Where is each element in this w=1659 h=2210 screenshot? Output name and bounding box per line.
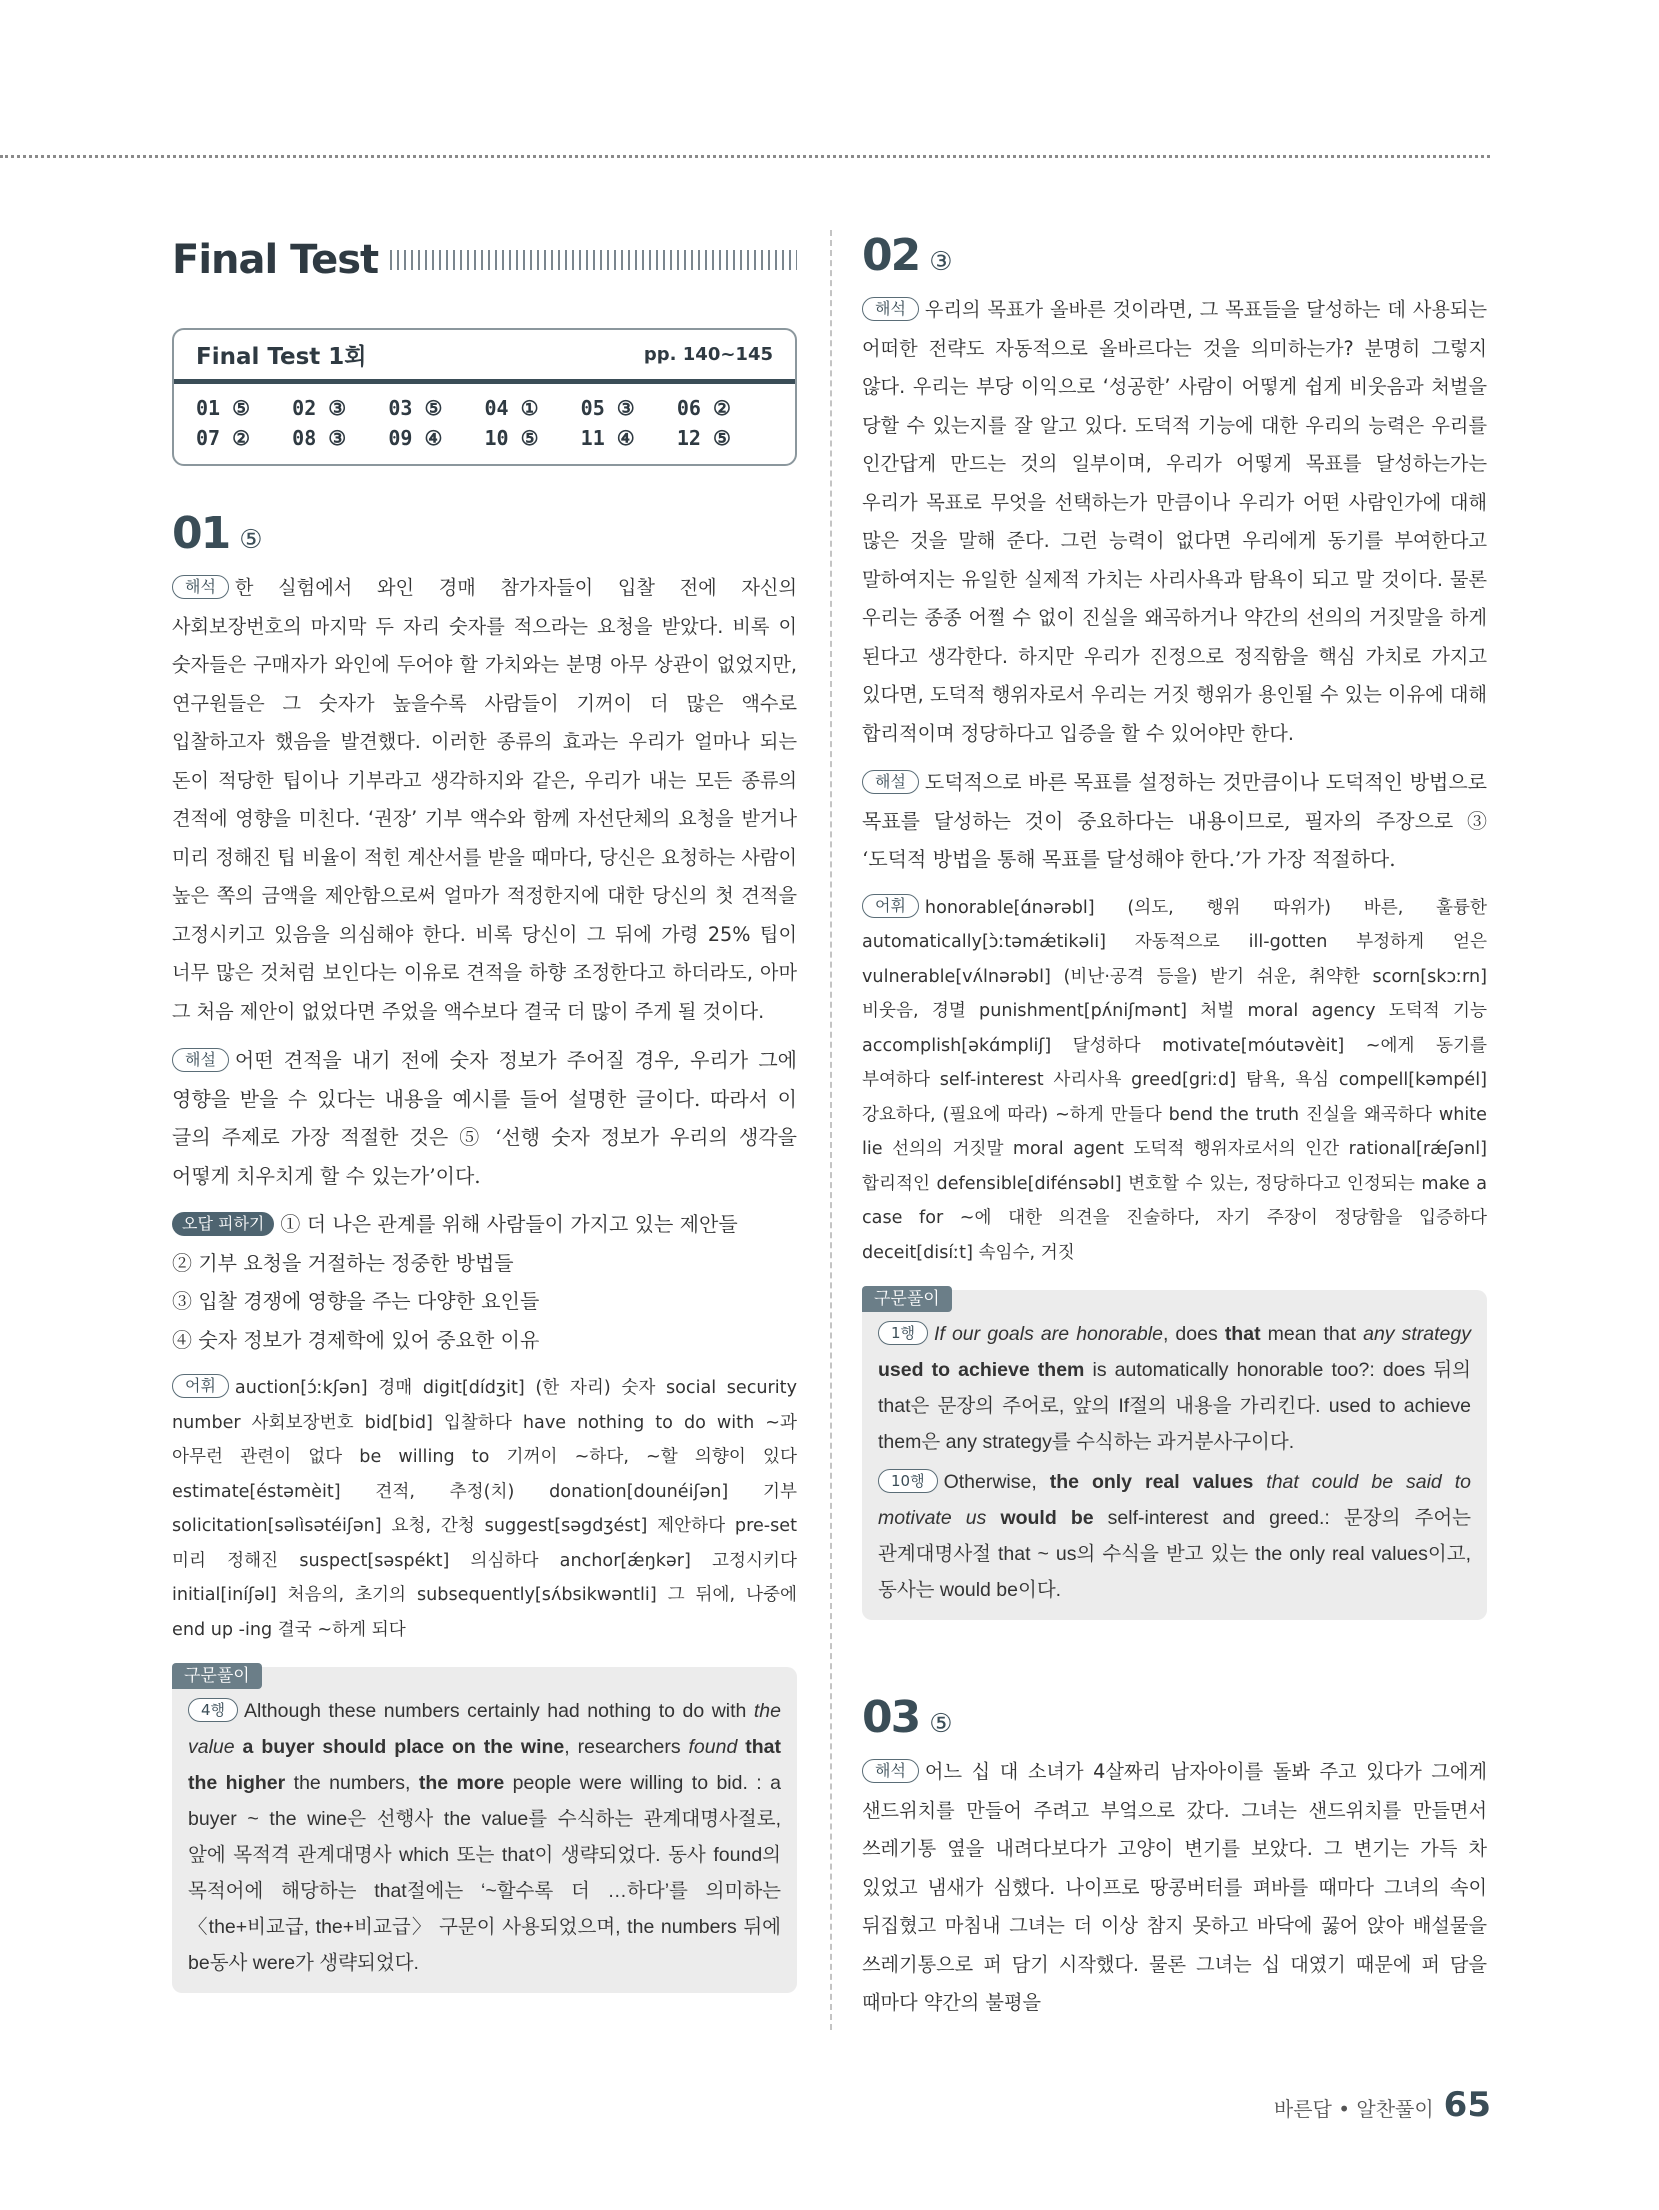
q02-explanation-text: 도덕적으로 바른 목표를 설정하는 것만큼이나 도덕적인 방법으로 목표를 달성하는 것이 중요하다는 내용이므로, 필자의 주장으로 ③ ‘도덕적 방법을 통해 목표를 달성해야 한다.’가 가장 적절하다. [862, 770, 1487, 871]
q02-number: 02 [862, 230, 920, 281]
answer-cell: 06 ② [676, 396, 731, 420]
q01-explanation [172, 1041, 797, 1195]
page-footer [1274, 2085, 1491, 2125]
q02-heading [862, 230, 1487, 281]
translation-tag: 해석 [862, 1759, 919, 1783]
answer-cell: 08 ③ [292, 426, 347, 450]
grammar-fragment: would be [986, 1507, 1094, 1529]
q02-vocabulary [862, 891, 1487, 1271]
q02-answer: ③ [929, 247, 953, 277]
q02-grammar-text-2 [878, 1464, 1471, 1608]
q03-translation [862, 1753, 1487, 2023]
q01-number: 01 [172, 508, 230, 559]
grammar-fragment: , researchers [564, 1736, 689, 1758]
grammar-fragment: people were willing to bid. : a buyer ~ the wine은 선행사 the value를 수식하는 관계대명사절로, 앞에 목적격 관계대명사 which 또는 that이 생략되었다. 동사 found의 목적어에 해당하는 that절에는 ‘~할수록 더 …하다’를 의미하는 〈the+비교급, the+비교급〉 구문이 사용되었으며, the numbers 뒤에 be동사 were가 생략되었다. [188, 1772, 781, 1974]
grammar-fragment: is automatically honorable too?: does 뒤의 that은 문장의 주어로, 앞의 If절의 내용을 가리킨다. used to achieve them은 any strategy를 수식하는 과거분사구이다. [878, 1359, 1471, 1453]
answer-cell: 11 ④ [580, 426, 635, 450]
answer-box [172, 328, 797, 466]
q03-heading [862, 1692, 1487, 1743]
explanation-tag: 해설 [172, 1048, 229, 1072]
answer-grid [174, 384, 795, 464]
answer-cell: 02 ③ [292, 396, 347, 420]
wrong-answer-item: ③ 입찰 경쟁에 영향을 주는 다양한 요인들 [172, 1289, 540, 1313]
grammar-fragment: the only real values [1049, 1471, 1254, 1493]
q01-explanation-text: 어떤 견적을 내기 전에 숫자 정보가 주어질 경우, 우리가 그에 영향을 받을 수 있다는 내용을 예시를 들어 설명한 글이다. 따라서 이 글의 주제로 가장 적절한 것은 ⑤ ‘선행 숫자 정보가 우리의 생각을 어떻게 치우치게 할 수 있는가’이다. [172, 1048, 797, 1188]
vocabulary-tag: 어휘 [862, 894, 919, 918]
line-number-tag: 4행 [188, 1698, 238, 1722]
q03-number: 03 [862, 1692, 920, 1743]
wrong-answer-item: ② 기부 요청을 거절하는 정중한 방법들 [172, 1250, 514, 1275]
q01-translation-text: 한 실험에서 와인 경매 참가자들이 입찰 전에 자신의 사회보장번호의 마지막 두 자리 숫자를 적으라는 요청을 받았다. 비록 이 숫자들은 구매자가 와인에 두어야 할 가치와는 분명 아무 상관이 없었지만, 연구원들은 그 숫자가 높을수록 사람들이 기꺼이 더 많은 액수로 입찰하고자 했음을 발견했다. 이러한 종류의 효과는 우리가 얼마나 되는 돈이 적당한 팁이나 기부라고 생각하지와 같은, 우리가 내는 모든 종류의 견적에 영향을 미친다. ‘권장’ 기부 액수와 함께 자선단체의 요청을 받거나 미리 정해진 팁 비율이 적힌 계산서를 받을 때마다, 당신은 요청하는 사람이 높은 쪽의 금액을 제안함으로써 얼마가 적정한지에 대한 당신의 첫 견적을 고정시키고 있음을 의심해야 한다. 비록 당신이 그 뒤에 가령 25% 팁이 너무 많은 것처럼 보인다는 이유로 견적을 하향 조정한다고 하더라도, 아마 그 처음 제안이 없었다면 주었을 액수보다 결국 더 많이 주게 될 것이다. [172, 576, 797, 1023]
answer-cell: 07 ② [196, 426, 251, 450]
q01-answer: ⑤ [239, 525, 263, 555]
vocabulary-tag: 어휘 [172, 1374, 229, 1398]
page-number: 65 [1443, 2085, 1491, 2125]
grammar-fragment: Although these numbers certainly had nothing to do with [244, 1700, 754, 1722]
wrong-answer-item: ④ 숫자 정보가 경제학에 있어 중요한 이유 [172, 1327, 540, 1352]
q03-translation-text: 어느 십 대 소녀가 4살짜리 남자아이를 돌봐 주고 있다가 그에게 샌드위치를 만들어 주려고 부엌으로 갔다. 그녀는 샌드위치를 만들면서 쓰레기통 옆을 내려다보다가 고양이 변기를 보았다. 그 변기는 가득 차 있었고 냄새가 심했다. 나이프로 땅콩버터를 펴바를 때마다 그녀의 속이 뒤집혔고 마침내 그녀는 더 이상 참지 못하고 바닥에 꿇어 앉아 배설물을 쓰레기통으로 퍼 담기 시작했다. 물론 그녀는 십 대였기 때문에 퍼 담을 때마다 약간의 불평을 [862, 1760, 1487, 2014]
grammar-fragment: that [1224, 1323, 1261, 1345]
title-stripes [390, 250, 797, 270]
q02-translation [862, 291, 1487, 753]
wrong-answer-item: ① 더 나은 관계를 위해 사람들이 가지고 있는 제안들 [280, 1212, 738, 1236]
answer-cell: 03 ⑤ [388, 396, 443, 420]
grammar-label: 구문풀이 [862, 1286, 952, 1312]
top-dotted-rule [0, 155, 1490, 158]
q02-vocabulary-text: honorable[ɑ́nərəbl] (의도, 행위 따위가) 바른, 훌륭한 automatically[ɔ̀ːtəmǽtikəli] 자동적으로 ill-gotten 부정하게 얻은 vulnerable[vʌ́lnərəbl] (비난·공격 등을) 받기 쉬운, 취약한 scorn[skɔːrn] 비웃음, 경멸 punishment[pʌ́niʃmənt] 처벌 moral agency 도덕적 기능 accomplish[əkɑ́mpliʃ] 달성하다 motivate[móutəvèit] ~에게 동기를 부여하다 self-interest 사리사욕 greed[griːd] 탐욕, 욕심 compell[kəmpél] 강요하다, (필요에 따라) ~하게 만들다 bend the truth 진실을 왜곡하다 white lie 선의의 거짓말 moral agent 도덕적 행위자로서의 인간 rational[rǽʃənl] 합리적인 defensible[difénsəbl] 변호할 수 있는, 정당하다고 인정되는 make a case for ~에 대한 의견을 진술하다, 자기 주장이 정당함을 입증하다 deceit[disíːt] 속임수, 거짓 [862, 897, 1487, 1263]
left-column [172, 230, 797, 1993]
answer-cell: 05 ③ [580, 396, 635, 420]
grammar-fragment: the more [418, 1772, 505, 1794]
q02-grammar-text-1 [878, 1316, 1471, 1460]
grammar-fragment: used to achieve them [878, 1359, 1085, 1381]
grammar-fragment: that the higher [188, 1736, 781, 1794]
answer-cell: 01 ⑤ [196, 396, 251, 420]
right-column [862, 230, 1487, 2023]
grammar-fragment: mean that [1260, 1323, 1364, 1345]
q01-grammar-text [188, 1693, 781, 1981]
answer-box-title: Final Test 1회 [196, 344, 367, 370]
footer-label: 바른답 • 알찬풀이 [1273, 2097, 1434, 2121]
q01-translation [172, 569, 797, 1031]
section-title [172, 230, 797, 290]
q02-translation-text: 우리의 목표가 올바른 것이라면, 그 목표들을 달성하는 데 사용되는 어떠한 전략도 자동적으로 올바르다는 것을 의미하는가? 분명히 그렇지 않다. 우리는 부당 이익으로 ‘성공한’ 사람이 어떻게 쉽게 비웃음과 처벌을 당할 수 있는지를 잘 알고 있다. 도덕적 기능에 대한 우리의 능력은 우리를 인간답게 만드는 것의 일부이며, 우리가 어떻게 목표를 달성하는가는 우리가 목표로 무엇을 선택하는가 만큼이나 우리가 어떤 사람인가에 대해 많은 것을 말해 준다. 그런 능력이 없다면 우리에게 동기를 부여한다고 말하여지는 유일한 실제적 가치는 사리사욕과 탐욕이 되고 말 것이다. 물론 우리는 종종 어쩔 수 없이 진실을 왜곡하거나 약간의 선의의 거짓말을 하게 된다고 생각한다. 하지만 우리가 진정으로 정직함을 핵심 가치로 가지고 있다면, 도덕적 행위자로서 우리는 거짓 행위가 용인될 수 있는 이유에 대해 합리적이며 정당하다고 입증을 할 수 있어야만 한다. [862, 298, 1487, 745]
answer-cell: 04 ① [484, 396, 539, 420]
q02-explanation [862, 763, 1487, 879]
wrong-answers-tag: 오답 피하기 [172, 1212, 274, 1236]
q01-grammar-box [172, 1667, 797, 1993]
grammar-fragment: any strategy [1363, 1323, 1471, 1345]
explanation-tag: 해설 [862, 770, 919, 794]
q01-vocabulary [172, 1371, 797, 1647]
translation-tag: 해석 [172, 575, 229, 599]
q03-answer: ⑤ [929, 1709, 953, 1739]
q01-wrong-answers [172, 1205, 797, 1359]
grammar-fragment: the value [188, 1700, 781, 1758]
grammar-fragment: self-interest and greed.: 문장의 주어는 관계대명사절 that ~ us의 수식을 받고 있는 the only real values이고, 동사는 would be이다. [878, 1507, 1471, 1601]
answer-box-pages: pp. 140~145 [643, 344, 773, 365]
line-number-tag: 1행 [878, 1321, 928, 1345]
grammar-fragment: Otherwise, [943, 1471, 1050, 1493]
grammar-fragment: a buyer should place on the wine [234, 1736, 565, 1758]
line-number-tag: 10행 [878, 1469, 938, 1493]
grammar-fragment: the numbers, [285, 1772, 419, 1794]
grammar-fragment: found [688, 1736, 738, 1758]
answer-cell: 10 ⑤ [484, 426, 539, 450]
translation-tag: 해석 [862, 297, 919, 321]
q02-grammar-box [862, 1290, 1487, 1620]
grammar-fragment: If our goals are honorable [934, 1323, 1163, 1345]
answer-cell: 12 ⑤ [676, 426, 731, 450]
page-title: Final Test [172, 237, 379, 283]
grammar-fragment: that could be said to motivate us [878, 1471, 1471, 1529]
grammar-fragment: , does [1162, 1323, 1225, 1345]
answer-cell: 09 ④ [388, 426, 443, 450]
q01-vocabulary-text: auction[ɔ́ːkʃən] 경매 digit[dídʒit] (한 자리) 숫자 social security number 사회보장번호 bid[bid] 입찰하다 have nothing to do with ~과 아무런 관련이 없다 be willing to 기꺼이 ~하다, ~할 의향이 있다 estimate[éstəmèit] 견적, 추정(치) donation[dounéiʃən] 기부 solicitation[səlìsətéiʃən] 요청, 간청 suggest[səgdʒést] 제안하다 pre-set 미리 정해진 suspect[səspékt] 의심하다 anchor[ǽŋkər] 고정시키다 initial[iníʃəl] 처음의, 초기의 subsequently[sʌ́bsikwəntli] 그 뒤에, 나중에 end up -ing 결국 ~하게 되다 [172, 1378, 797, 1640]
column-divider [830, 230, 832, 2030]
grammar-label: 구문풀이 [172, 1663, 262, 1689]
answer-box-header [174, 330, 795, 384]
q01-heading [172, 508, 797, 559]
